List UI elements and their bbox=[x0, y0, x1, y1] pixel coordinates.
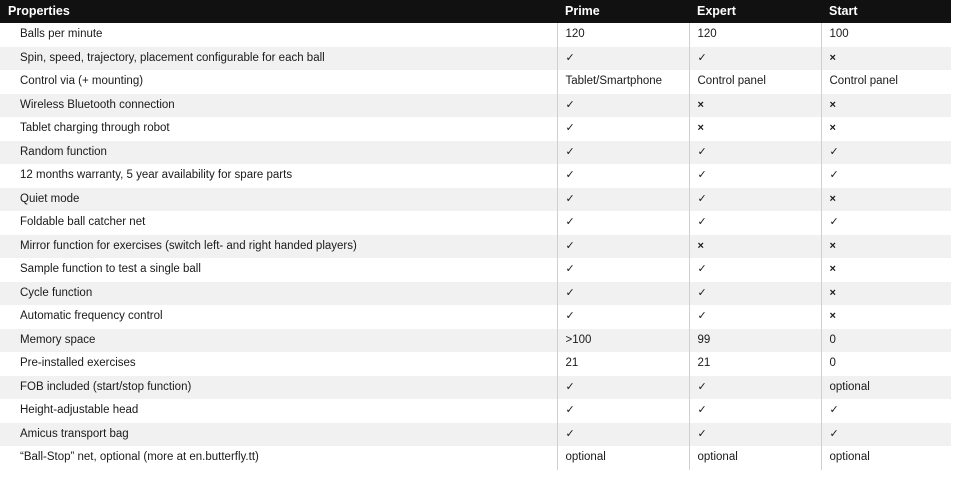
property-cell: “Ball-Stop” net, optional (more at en.butterfly.tt) bbox=[20, 451, 259, 463]
property-cell: Sample function to test a single ball bbox=[20, 263, 201, 275]
start-value-cell: 0 bbox=[821, 329, 951, 353]
start-value-cell: × bbox=[821, 235, 951, 259]
table-row bbox=[0, 47, 951, 71]
table-row bbox=[0, 376, 951, 400]
table-row bbox=[0, 141, 951, 165]
start-value-cell: 0 bbox=[821, 352, 951, 376]
prime-value-cell: ✓ bbox=[557, 305, 689, 329]
expert-value-cell: ✓ bbox=[689, 399, 821, 423]
start-value-cell: ✓ bbox=[821, 423, 951, 447]
table-row bbox=[0, 188, 951, 212]
start-value-cell: ✓ bbox=[821, 211, 951, 235]
prime-value-cell: ✓ bbox=[557, 423, 689, 447]
prime-value-cell: ✓ bbox=[557, 117, 689, 141]
prime-value-cell: ✓ bbox=[557, 376, 689, 400]
table-row bbox=[0, 164, 951, 188]
prime-value-cell: ✓ bbox=[557, 94, 689, 118]
start-value-cell: optional bbox=[821, 376, 951, 400]
prime-value-cell: Tablet/Smartphone bbox=[557, 70, 689, 94]
property-cell: FOB included (start/stop function) bbox=[20, 380, 192, 393]
prime-value-cell: ✓ bbox=[557, 141, 689, 165]
property-cell: 12 months warranty, 5 year availability for spare parts bbox=[20, 169, 293, 181]
table-row bbox=[0, 305, 951, 329]
start-value-cell: Control panel bbox=[821, 70, 951, 94]
expert-value-cell: ✓ bbox=[689, 305, 821, 329]
table-header bbox=[0, 0, 951, 23]
start-value-cell: × bbox=[821, 94, 951, 118]
expert-value-cell: × bbox=[689, 235, 821, 259]
start-value-cell: ✓ bbox=[821, 164, 951, 188]
prime-value-cell: ✓ bbox=[557, 188, 689, 212]
start-value-cell: ✓ bbox=[821, 141, 951, 165]
property-cell: Quiet mode bbox=[20, 192, 80, 205]
expert-value-cell: ✓ bbox=[689, 282, 821, 306]
property-cell: Balls per minute bbox=[20, 28, 103, 40]
expert-value-cell: ✓ bbox=[689, 258, 821, 282]
table-body bbox=[0, 23, 951, 470]
expert-value-cell: 120 bbox=[689, 23, 821, 47]
table-row bbox=[0, 329, 951, 353]
prime-value-cell: ✓ bbox=[557, 211, 689, 235]
expert-value-cell: ✓ bbox=[689, 211, 821, 235]
property-cell: Height-adjustable head bbox=[20, 404, 139, 416]
property-cell: Automatic frequency control bbox=[20, 310, 163, 322]
property-cell: Tablet charging through robot bbox=[20, 122, 170, 134]
start-value-cell: optional bbox=[821, 446, 951, 470]
prime-value-cell: 120 bbox=[557, 23, 689, 47]
property-cell: Wireless Bluetooth connection bbox=[20, 98, 175, 111]
table-row bbox=[0, 117, 951, 141]
property-cell: Control via (+ mounting) bbox=[20, 75, 144, 87]
table-row bbox=[0, 446, 951, 470]
expert-value-cell: × bbox=[689, 94, 821, 118]
prime-value-cell: ✓ bbox=[557, 399, 689, 423]
start-value-cell: 100 bbox=[821, 23, 951, 47]
table-row bbox=[0, 94, 951, 118]
property-cell: Pre-installed exercises bbox=[20, 357, 136, 369]
prime-value-cell: ✓ bbox=[557, 164, 689, 188]
table-row bbox=[0, 423, 951, 447]
start-value-cell: × bbox=[821, 305, 951, 329]
table-row bbox=[0, 258, 951, 282]
expert-value-cell: ✓ bbox=[689, 164, 821, 188]
property-cell: Spin, speed, trajectory, placement configurable for each ball bbox=[20, 51, 325, 64]
header-prime: Prime bbox=[565, 4, 600, 18]
start-value-cell: × bbox=[821, 188, 951, 212]
expert-value-cell: 21 bbox=[689, 352, 821, 376]
expert-value-cell: ✓ bbox=[689, 188, 821, 212]
property-cell: Mirror function for exercises (switch left- and right handed players) bbox=[20, 239, 357, 252]
start-value-cell: × bbox=[821, 47, 951, 71]
header-start: Start bbox=[829, 4, 858, 18]
table-row bbox=[0, 399, 951, 423]
property-cell: Amicus transport bag bbox=[20, 427, 129, 440]
prime-value-cell: ✓ bbox=[557, 235, 689, 259]
expert-value-cell: ✓ bbox=[689, 141, 821, 165]
table-row bbox=[0, 282, 951, 306]
start-value-cell: × bbox=[821, 117, 951, 141]
table-row bbox=[0, 23, 951, 47]
property-cell: Foldable ball catcher net bbox=[20, 216, 146, 228]
table-row bbox=[0, 235, 951, 259]
expert-value-cell: optional bbox=[689, 446, 821, 470]
expert-value-cell: ✓ bbox=[689, 423, 821, 447]
prime-value-cell: >100 bbox=[557, 329, 689, 353]
header-expert: Expert bbox=[697, 4, 736, 18]
start-value-cell: ✓ bbox=[821, 399, 951, 423]
prime-value-cell: ✓ bbox=[557, 47, 689, 71]
table-row bbox=[0, 211, 951, 235]
property-cell: Cycle function bbox=[20, 286, 93, 299]
expert-value-cell: ✓ bbox=[689, 376, 821, 400]
expert-value-cell: ✓ bbox=[689, 47, 821, 71]
expert-value-cell: × bbox=[689, 117, 821, 141]
property-cell: Random function bbox=[20, 145, 107, 158]
header-row bbox=[0, 0, 951, 23]
expert-value-cell: Control panel bbox=[689, 70, 821, 94]
expert-value-cell: 99 bbox=[689, 329, 821, 353]
prime-value-cell: ✓ bbox=[557, 282, 689, 306]
property-cell: Memory space bbox=[20, 333, 96, 346]
table-row bbox=[0, 70, 951, 94]
prime-value-cell: 21 bbox=[557, 352, 689, 376]
start-value-cell: × bbox=[821, 258, 951, 282]
header-properties: Properties bbox=[8, 4, 70, 18]
table-row bbox=[0, 352, 951, 376]
start-value-cell: × bbox=[821, 282, 951, 306]
prime-value-cell: optional bbox=[557, 446, 689, 470]
prime-value-cell: ✓ bbox=[557, 258, 689, 282]
